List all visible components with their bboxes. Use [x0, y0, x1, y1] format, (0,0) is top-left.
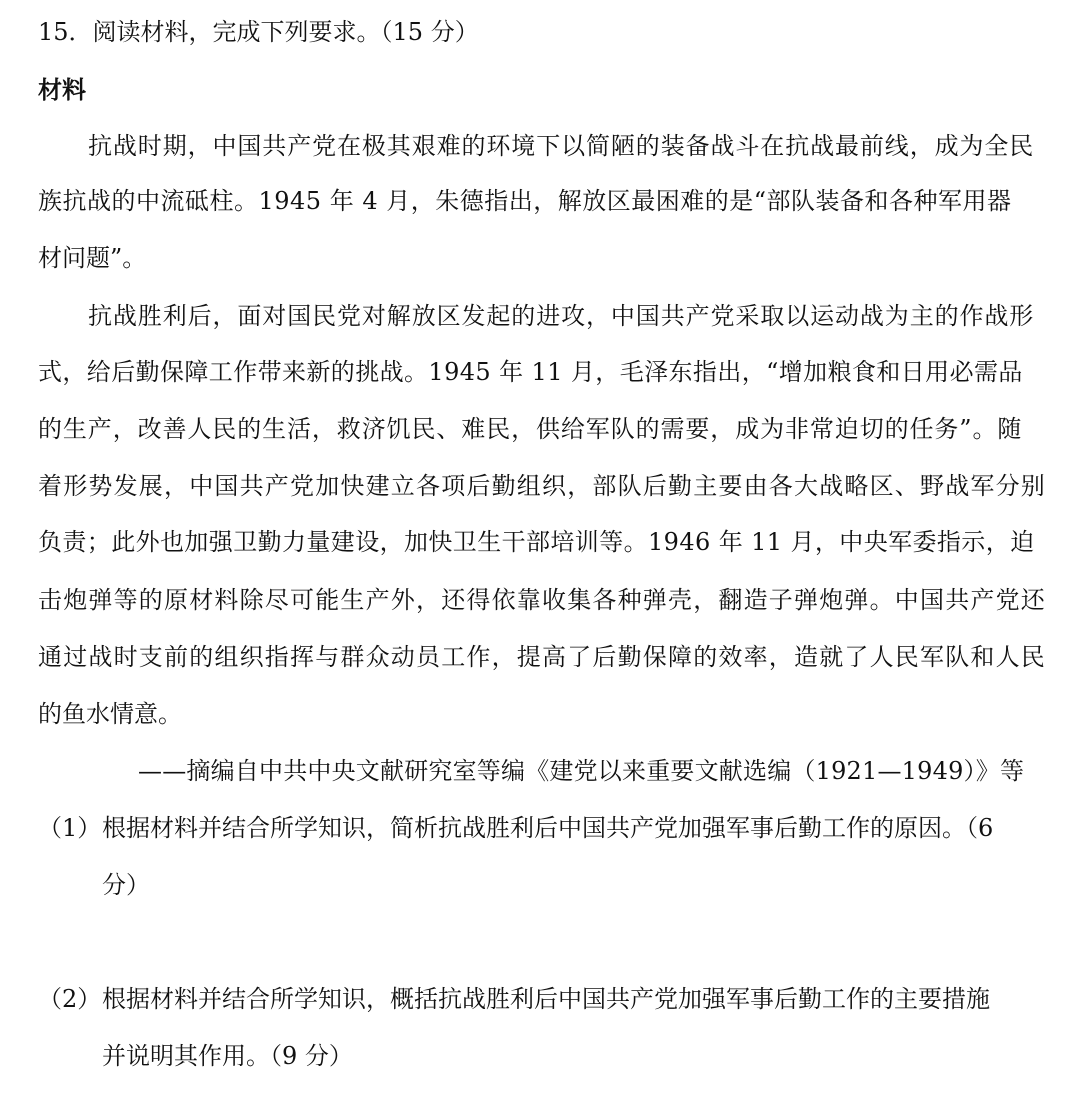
sub-question-number: （2） — [38, 985, 102, 1013]
source-citation: ——摘编自中共中央文献研究室等编《建党以来重要文献选编（1921—1949）》等 — [138, 757, 1025, 785]
question-title: 15．阅读材料，完成下列要求。（15 分） — [38, 18, 479, 46]
paragraph-line: 击炮弹等的原材料除尽可能生产外，还得依靠收集各种弹壳，翻造子弹炮弹。中国共产党还 — [38, 586, 1046, 614]
sub-question-text: 并说明其作用。（9 分） — [102, 1042, 353, 1070]
paragraph-line: 抗战时期，中国共产党在极其艰难的环境下以简陋的装备战斗在抗战最前线，成为全民 — [88, 132, 1035, 160]
material-label: 材料 — [38, 76, 86, 104]
sub-question-text: 根据材料并结合所学知识，概括抗战胜利后中国共产党加强军事后勤工作的主要措施 — [102, 985, 990, 1013]
paragraph-line: 式，给后勤保障工作带来新的挑战。1945 年 11 月，毛泽东指出，“增加粮食和日用必需品 — [38, 358, 1023, 386]
sub-question-text: 根据材料并结合所学知识，简析抗战胜利后中国共产党加强军事后勤工作的原因。（6 — [102, 814, 994, 842]
paragraph-line: 的鱼水情意。 — [38, 700, 182, 728]
paragraph-line: 的生产，改善人民的生活，救济饥民、难民，供给军队的需要，成为非常迫切的任务”。随 — [38, 415, 1023, 443]
paragraph-line: 族抗战的中流砥柱。1945 年 4 月，朱德指出，解放区最困难的是“部队装备和各种军用器 — [38, 187, 1012, 215]
sub-question-text: 分） — [102, 871, 150, 899]
paragraph-line: 着形势发展，中国共产党加快建立各项后勤组织，部队后勤主要由各大战略区、野战军分别 — [38, 472, 1046, 500]
paragraph-line: 负责；此外也加强卫勤力量建设，加快卫生干部培训等。1946 年 11 月，中央军委指示，迫 — [38, 528, 1035, 556]
paragraph-line: 通过战时支前的组织指挥与群众动员工作，提高了后勤保障的效率，造就了人民军队和人民 — [38, 643, 1046, 671]
paragraph-line: 材问题”。 — [38, 244, 147, 272]
sub-question-number: （1） — [38, 814, 102, 842]
paragraph-line: 抗战胜利后，面对国民党对解放区发起的进攻，中国共产党采取以运动战为主的作战形 — [88, 302, 1035, 330]
